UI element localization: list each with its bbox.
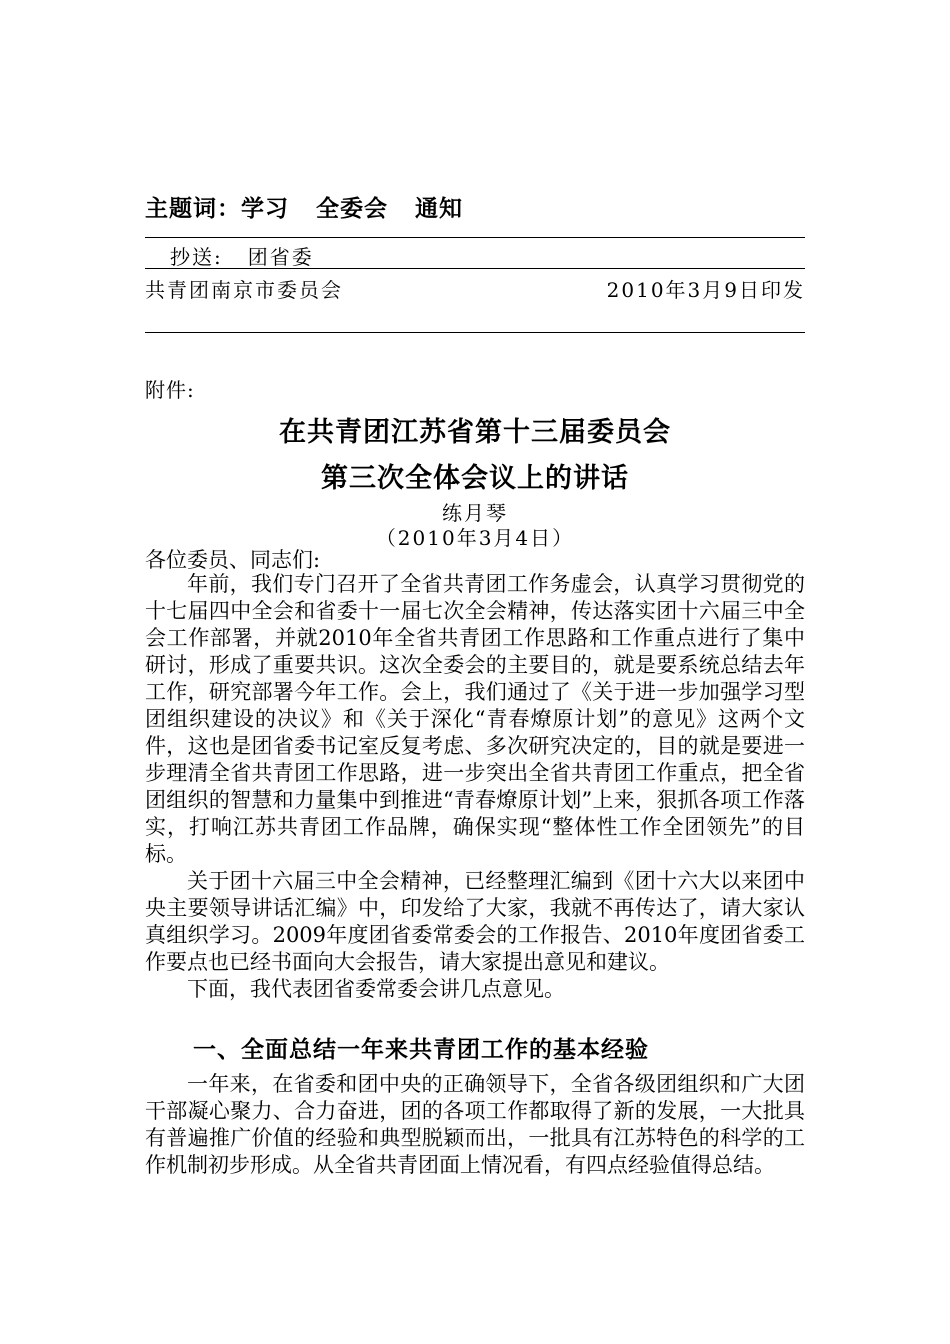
paragraph-1: 年前，我们专门召开了全省共青团工作务虚会，认真学习贯彻党的十七届四中全会和省委十一届七次全会精神，传达落实团十六届三中全会工作部署，并就2010年全省共青团工作思路和工作重点进行了集中研讨，形成了重要共识。这次全委会的主要目的，就是要系统总结去年工作，研究部署今年工作。会上，我们通过了《关于进一步加强学习型团组织建设的决议》和《关于深化“青春燎原计划”的意见》这两个文件，这也是团省委书记室反复考虑、多次研究决定的，目的就是要进一步理清全省共青团工作思路，进一步突出全省共青团工作重点，把全省团组织的智慧和力量集中到推进“青春燎原计划”上来，狠抓各项工作落实，打响江苏共青团工作品牌，确保实现“整体性工作全团领先”的目标。 <box>145 572 805 866</box>
speech-date: （2010年3月4日） <box>375 526 575 550</box>
title-line-2: 第三次全体会议上的讲话 <box>321 463 629 494</box>
title-line-1: 在共青团江苏省第十三届委员会 <box>279 417 671 448</box>
divider-top <box>145 237 805 238</box>
paragraph-2: 关于团十六届三中全会精神，已经整理汇编到《团十六大以来团中央主要领导讲话汇编》中，印发给了大家，我就不再传达了，请大家认真组织学习。2009年度团省委常委会的工作报告、2010年度团省委工作要点也已经书面向大会报告，请大家提出意见和建议。 <box>145 869 805 974</box>
issuer: 共青团南京市委员会 <box>145 278 343 302</box>
section-body <box>145 1071 805 1179</box>
section-paragraph: 一年来，在省委和团中央的正确领导下，全省各级团组织和广大团干部凝心聚力、合力奋进，团的各项工作都取得了新的发展，一大批具有普遍推广价值的经验和典型脱颖而出，一批具有江苏特色的科学的工作机制初步形成。从全省共青团面上情况看，有四点经验值得总结。 <box>145 1072 805 1177</box>
author: 练月琴 <box>442 501 508 525</box>
speech-body <box>145 571 805 1003</box>
attachment-label: 附件: <box>145 378 195 402</box>
salutation: 各位委员、同志们: <box>145 548 321 572</box>
issue-date: 2010年3月9日印发 <box>606 278 805 302</box>
paragraph-3: 下面，我代表团省委常委会讲几点意见。 <box>187 977 565 1001</box>
section-heading: 一、全面总结一年来共青团工作的基本经验 <box>193 1037 649 1063</box>
cc-line: 抄送: 团省委 <box>170 245 314 269</box>
divider-middle <box>145 268 805 269</box>
divider-bottom <box>145 332 805 333</box>
subject-words: 主题词：学习 全委会 通知 <box>145 196 464 222</box>
